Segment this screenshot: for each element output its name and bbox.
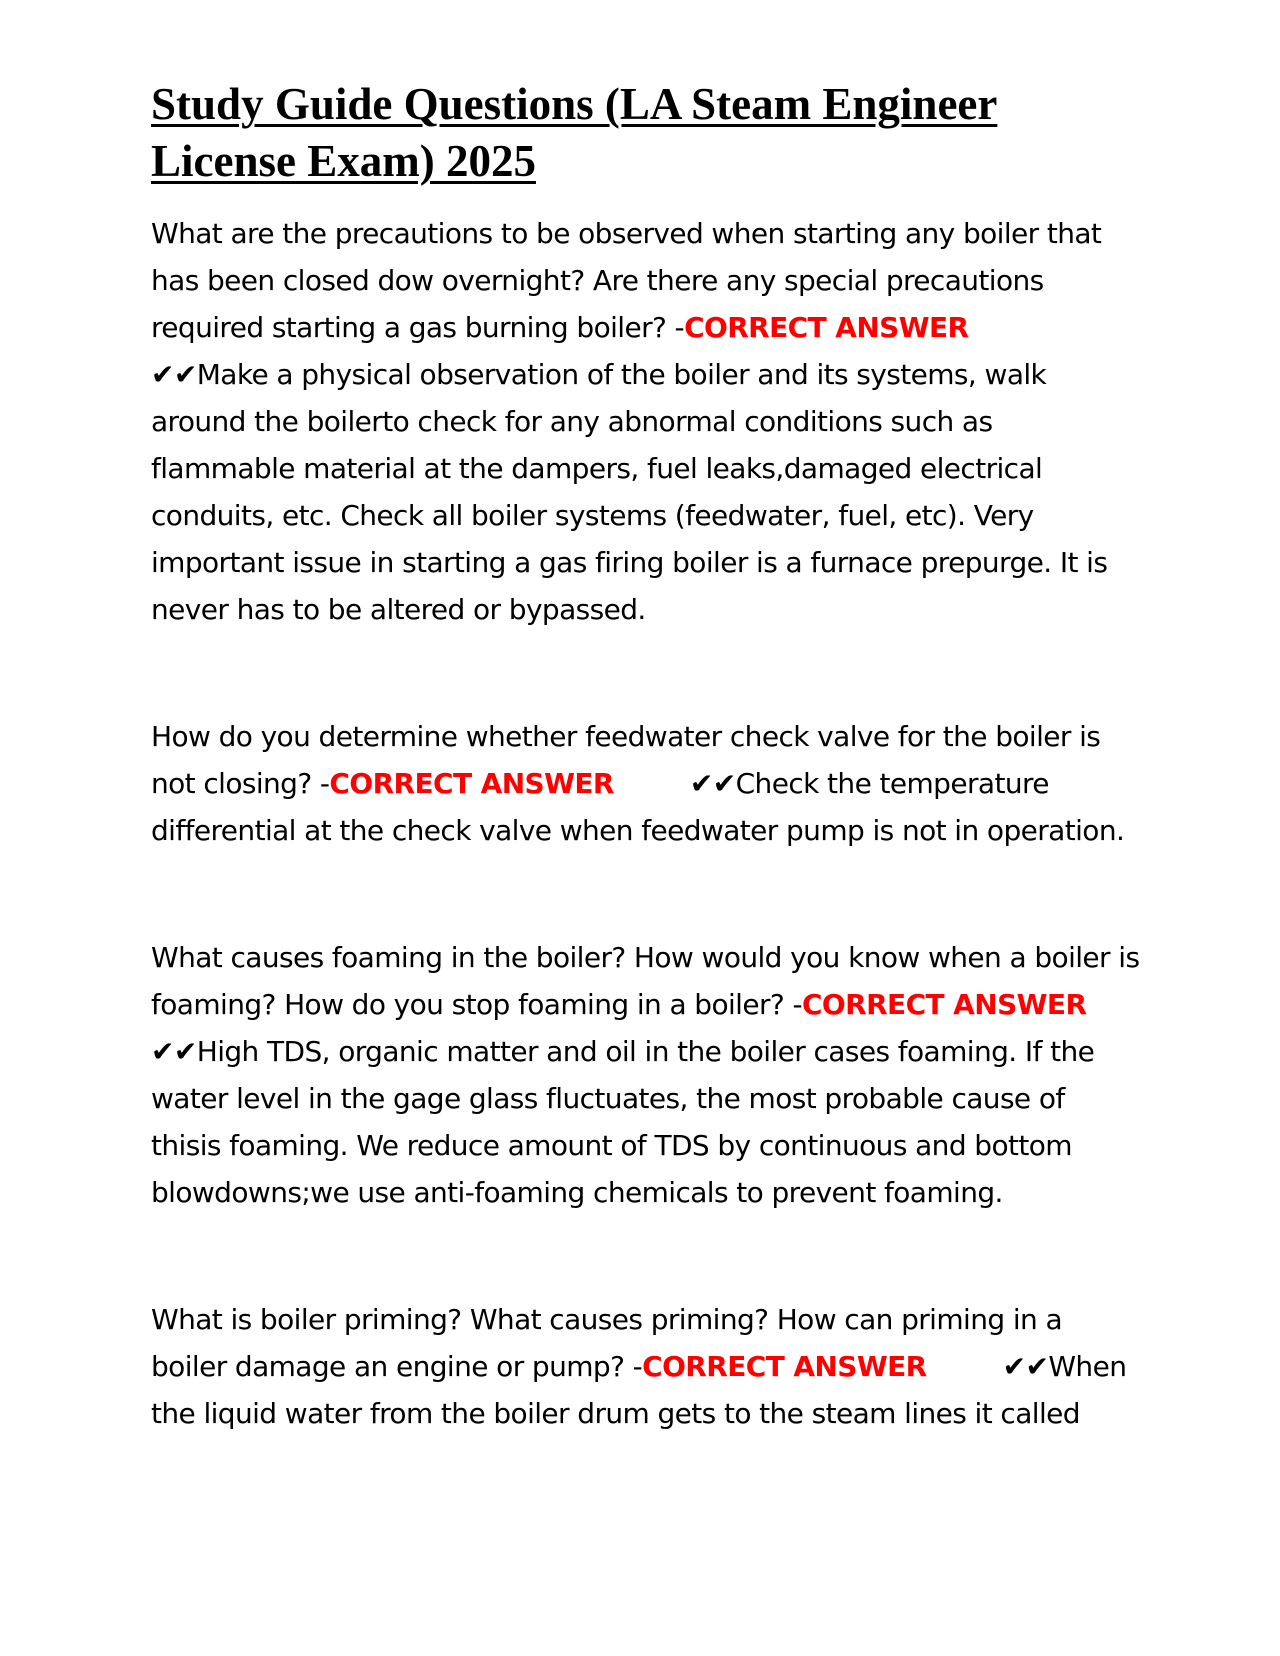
checkmark-icon: ✔✔ xyxy=(1002,1350,1049,1383)
qa-item-3 xyxy=(151,934,1141,1216)
question-text: What is boiler priming? What causes priming? How can priming in a boiler damage an engine or pump? - xyxy=(151,1303,1063,1383)
qa-item-1 xyxy=(151,210,1141,633)
checkmark-icon: ✔✔ xyxy=(151,1035,197,1068)
qa-item-2 xyxy=(151,713,1141,854)
correct-answer-label: CORRECT ANSWER xyxy=(684,311,969,344)
qa-item-4 xyxy=(151,1296,1141,1437)
answer-text: High TDS, organic matter and oil in the boiler cases foaming. If the water level in the gage glass fluctuates, the most probable cause of thisis foaming. We reduce amount of TDS by continuous and bottom blowdowns;we use anti-foaming chemicals to prevent foaming. xyxy=(151,1035,1095,1209)
question-text: How do you determine whether feedwater check valve for the boiler is not closing? - xyxy=(151,720,1101,800)
document-title: Study Guide Questions (LA Steam Engineer License Exam) 2025 xyxy=(151,79,998,186)
document-page xyxy=(151,76,1141,1437)
correct-answer-label: CORRECT ANSWER xyxy=(801,988,1087,1021)
question-text: What are the precautions to be observed when starting any boiler that has been closed dow overnight? Are there any special precautions required starting a gas burning boiler? - xyxy=(151,217,1102,344)
correct-answer-label: CORRECT ANSWER xyxy=(642,1350,927,1383)
question-text: What causes foaming in the boiler? How would you know when a boiler is foaming? How do you stop foaming in a boiler? - xyxy=(151,941,1140,1021)
correct-answer-label: CORRECT ANSWER xyxy=(329,767,614,800)
checkmark-icon: ✔✔ xyxy=(689,767,736,800)
answer-text: Make a physical observation of the boiler and its systems, walk around the boilerto check for any abnormal conditions such as flammable material at the dampers, fuel leaks,damaged electrical conduits, etc. Check all boiler systems (feedwater, fuel, etc). Very important issue in starting a gas firing boiler is a furnace prepurge. It is never has to be altered or bypassed. xyxy=(151,358,1108,626)
checkmark-icon: ✔✔ xyxy=(151,358,197,391)
answer-text: Check the temperature differential at the check valve when feedwater pump is not in operation. xyxy=(151,767,1125,847)
answer-text: When the liquid water from the boiler drum gets to the steam lines it called xyxy=(151,1350,1127,1430)
